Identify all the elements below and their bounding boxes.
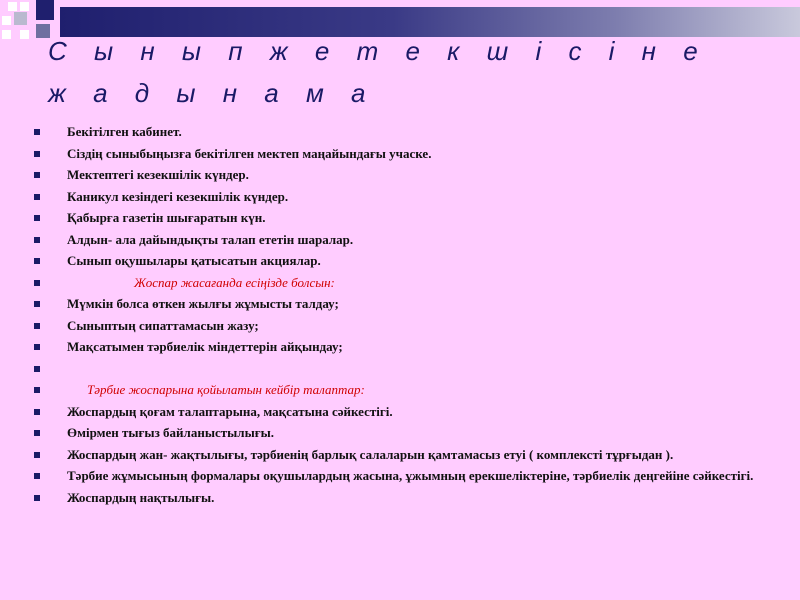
bullet-icon — [34, 430, 40, 436]
bullet-icon — [34, 129, 40, 135]
list-item: Жоспардың қоғам талаптарына, мақсатына сәйкестігі. — [34, 404, 754, 420]
bullet-icon — [34, 237, 40, 243]
title-line-1: С ы н ы п ж е т е к ш і с і н е — [48, 36, 708, 66]
list-item: Қабырға газетін шығаратын күн. — [34, 210, 754, 226]
section-heading-requirements: Тәрбие жоспарына қойылатын кейбір талаптар: — [34, 382, 754, 398]
bullet-list — [34, 124, 754, 511]
bullet-icon — [34, 387, 40, 393]
bullet-icon — [34, 301, 40, 307]
bullet-icon — [34, 495, 40, 501]
list-item: Бекітілген кабинет. — [34, 124, 754, 140]
list-item: Сынып оқушылары қатысатын акциялар. — [34, 253, 754, 269]
bullet-icon — [34, 215, 40, 221]
bullet-icon — [34, 452, 40, 458]
bullet-icon — [34, 151, 40, 157]
deco-square — [8, 2, 17, 11]
bullet-icon — [34, 344, 40, 350]
bullet-icon — [34, 194, 40, 200]
list-item: Жоспардың нақтылығы. — [34, 490, 754, 506]
list-item: Мүмкін болса өткен жылғы жұмысты талдау; — [34, 296, 754, 312]
deco-square — [36, 0, 54, 20]
deco-square — [2, 16, 11, 25]
list-item: Тәрбие жұмысының формалары оқушылардың жасына, ұжымның ерекшеліктеріне, тәрбиелік деңгейіне сәйкестігі. — [34, 468, 754, 484]
deco-square — [20, 2, 29, 11]
list-item: Алдын- ала дайындықты талап ететін шаралар. — [34, 232, 754, 248]
list-item-empty — [34, 361, 754, 377]
bullet-icon — [34, 258, 40, 264]
list-item: Өмірмен тығыз байланыстылығы. — [34, 425, 754, 441]
bullet-icon — [34, 473, 40, 479]
bullet-icon — [34, 366, 40, 372]
bullet-icon — [34, 172, 40, 178]
bullet-icon — [34, 323, 40, 329]
deco-square — [14, 12, 27, 25]
list-item: Сіздің сыныбыңызға бекітілген мектеп маңайындағы учаске. — [34, 146, 754, 162]
list-item: Жоспардың жан- жақтылығы, тәрбиенің барлық салаларын қамтамасыз етуі ( комплексті тұрғыдан ). — [34, 447, 754, 463]
bullet-icon — [34, 409, 40, 415]
slide-title — [48, 30, 768, 114]
list-item: Мақсатымен тәрбиелік міндеттерін айқындау; — [34, 339, 754, 355]
section-heading-plan: Жоспар жасағанда есіңізде болсын: — [34, 275, 754, 291]
title-line-2: ж а д ы н а м а — [48, 78, 376, 108]
deco-square — [20, 30, 29, 39]
list-item: Сыныптың сипаттамасын жазу; — [34, 318, 754, 334]
bullet-icon — [34, 280, 40, 286]
deco-square — [2, 30, 11, 39]
list-item: Каникул кезіндегі кезекшілік күндер. — [34, 189, 754, 205]
list-item: Мектептегі кезекшілік күндер. — [34, 167, 754, 183]
